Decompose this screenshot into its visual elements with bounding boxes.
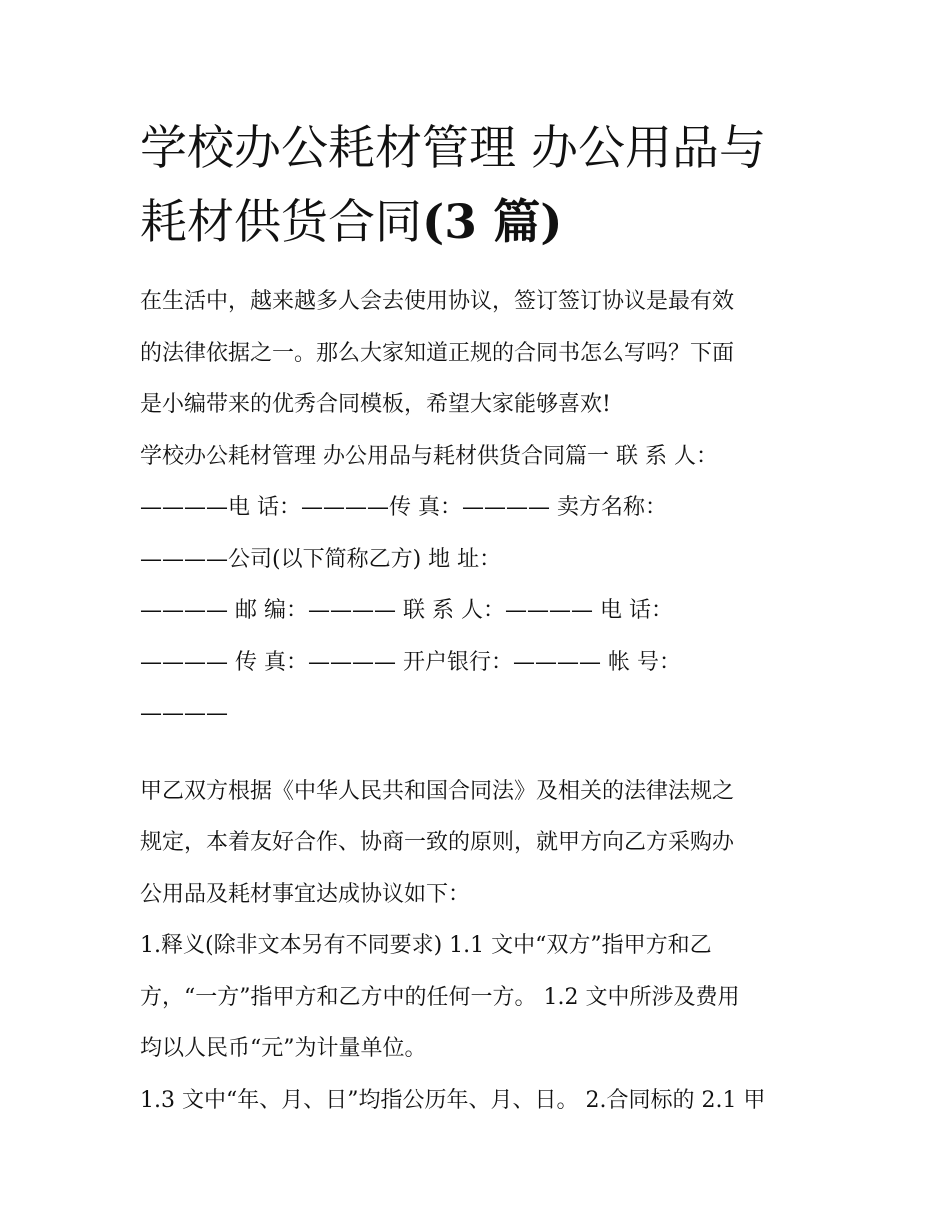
body-line: 在生活中，越来越多人会去使用协议，签订签订协议是最有效 [140, 289, 735, 314]
body-line: 是小编带来的优秀合同模板，希望大家能够喜欢! [140, 392, 611, 417]
title-line-2 [140, 186, 820, 260]
body-line: 方，“一方”指甲方和乙方中的任何一方。 1.2 文中所涉及费用 [140, 984, 740, 1010]
title-line-1: 学校办公耗材管理 办公用品与 [140, 121, 766, 176]
form-line: ————电 话：————传 真：———— 卖方名称： [140, 495, 667, 520]
form-line: ———— [140, 701, 228, 726]
body-line: 规定，本着友好合作、协商一致的原则，就甲方向乙方采购办 [140, 830, 735, 855]
form-line: ———— 邮 编：———— 联 系 人：———— 电 话： [140, 598, 673, 623]
body-line: 1.释义(除非文本另有不同要求) 1.1 文中“双方”指甲方和乙 [140, 933, 712, 958]
paragraph-gap [140, 740, 820, 766]
title-line-2-main: 耗材供货合同 [140, 195, 422, 250]
body-line: 公用品及耗材事宜达成协议如下： [140, 881, 471, 907]
body-line: 甲乙双方根据《中华人民共和国合同法》及相关的法律法规之 [140, 778, 735, 804]
form-line: ———— 传 真：———— 开户银行：———— 帐 号： [140, 649, 681, 675]
body-line: 1.3 文中“年、月、日”均指公历年、月、日。 2.合同标的 2.1 甲 [140, 1087, 766, 1113]
body-line: 均以人民币“元”为计量单位。 [140, 1036, 427, 1061]
document-title [140, 112, 820, 260]
form-line: ————公司(以下简称乙方) 地 址： [140, 546, 502, 572]
title-line-2-count: (3 篇) [422, 195, 563, 250]
body-line: 学校办公耗材管理 办公用品与耗材供货合同篇一 联 系 人： [140, 443, 718, 469]
body-line: 的法律依据之一。那么大家知道正规的合同书怎么写吗？下面 [140, 340, 735, 366]
document-body [140, 276, 820, 1126]
